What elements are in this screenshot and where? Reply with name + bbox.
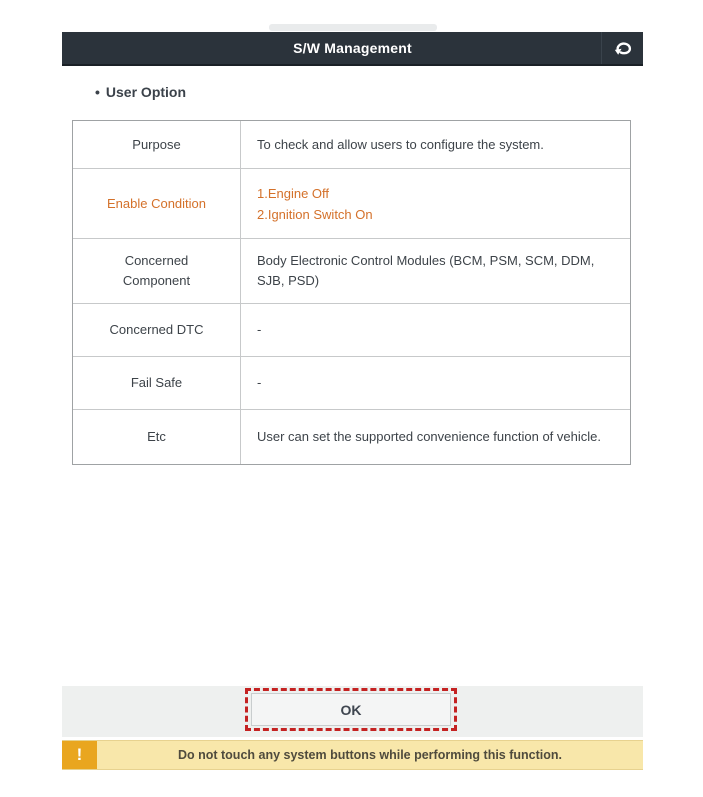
row-value: To check and allow users to configure the system. xyxy=(257,136,544,152)
row-label: Concerned DTC xyxy=(73,304,241,356)
row-label: Fail Safe xyxy=(73,357,241,409)
table-row-etc xyxy=(73,410,630,464)
table-row-enable-condition xyxy=(73,169,630,239)
row-label: Purpose xyxy=(73,121,241,168)
warning-message: Do not touch any system buttons while performing this function. xyxy=(177,748,563,762)
return-arrow-icon xyxy=(611,38,635,58)
top-drag-handle xyxy=(269,24,437,31)
user-option-table xyxy=(72,120,631,465)
row-label: Enable Condition xyxy=(73,169,241,238)
row-value: User can set the supported convenience function of vehicle. xyxy=(257,429,601,444)
bullet-glyph: • xyxy=(95,84,100,100)
section-label-text: User Option xyxy=(105,84,187,100)
condition-line-1: 1.Engine Off xyxy=(257,185,330,201)
row-label: Concerned Component xyxy=(73,239,241,303)
page-title: S/W Management xyxy=(293,40,412,56)
table-row-fail-safe xyxy=(73,357,630,410)
row-value: Body Electronic Control Modules (BCM, PSM, SCM, DDM, SJB, PSD) xyxy=(257,253,595,288)
title-bar xyxy=(62,32,643,66)
footer-action-band xyxy=(62,686,643,737)
row-label: Etc xyxy=(73,410,241,464)
table-row-purpose xyxy=(73,121,630,169)
row-value: - xyxy=(257,322,262,337)
exclamation-icon: ! xyxy=(62,741,97,769)
condition-line-2: 2.Ignition Switch On xyxy=(257,206,373,222)
ok-highlight-annotation xyxy=(245,688,457,731)
return-button[interactable] xyxy=(601,32,643,64)
table-row-concerned-dtc xyxy=(73,304,630,357)
row-value: - xyxy=(257,375,262,390)
warning-bar xyxy=(62,740,643,770)
ok-button[interactable]: OK xyxy=(251,693,451,726)
table-row-concerned-component xyxy=(73,239,630,304)
section-user-option xyxy=(95,84,186,100)
row-value xyxy=(241,169,630,238)
